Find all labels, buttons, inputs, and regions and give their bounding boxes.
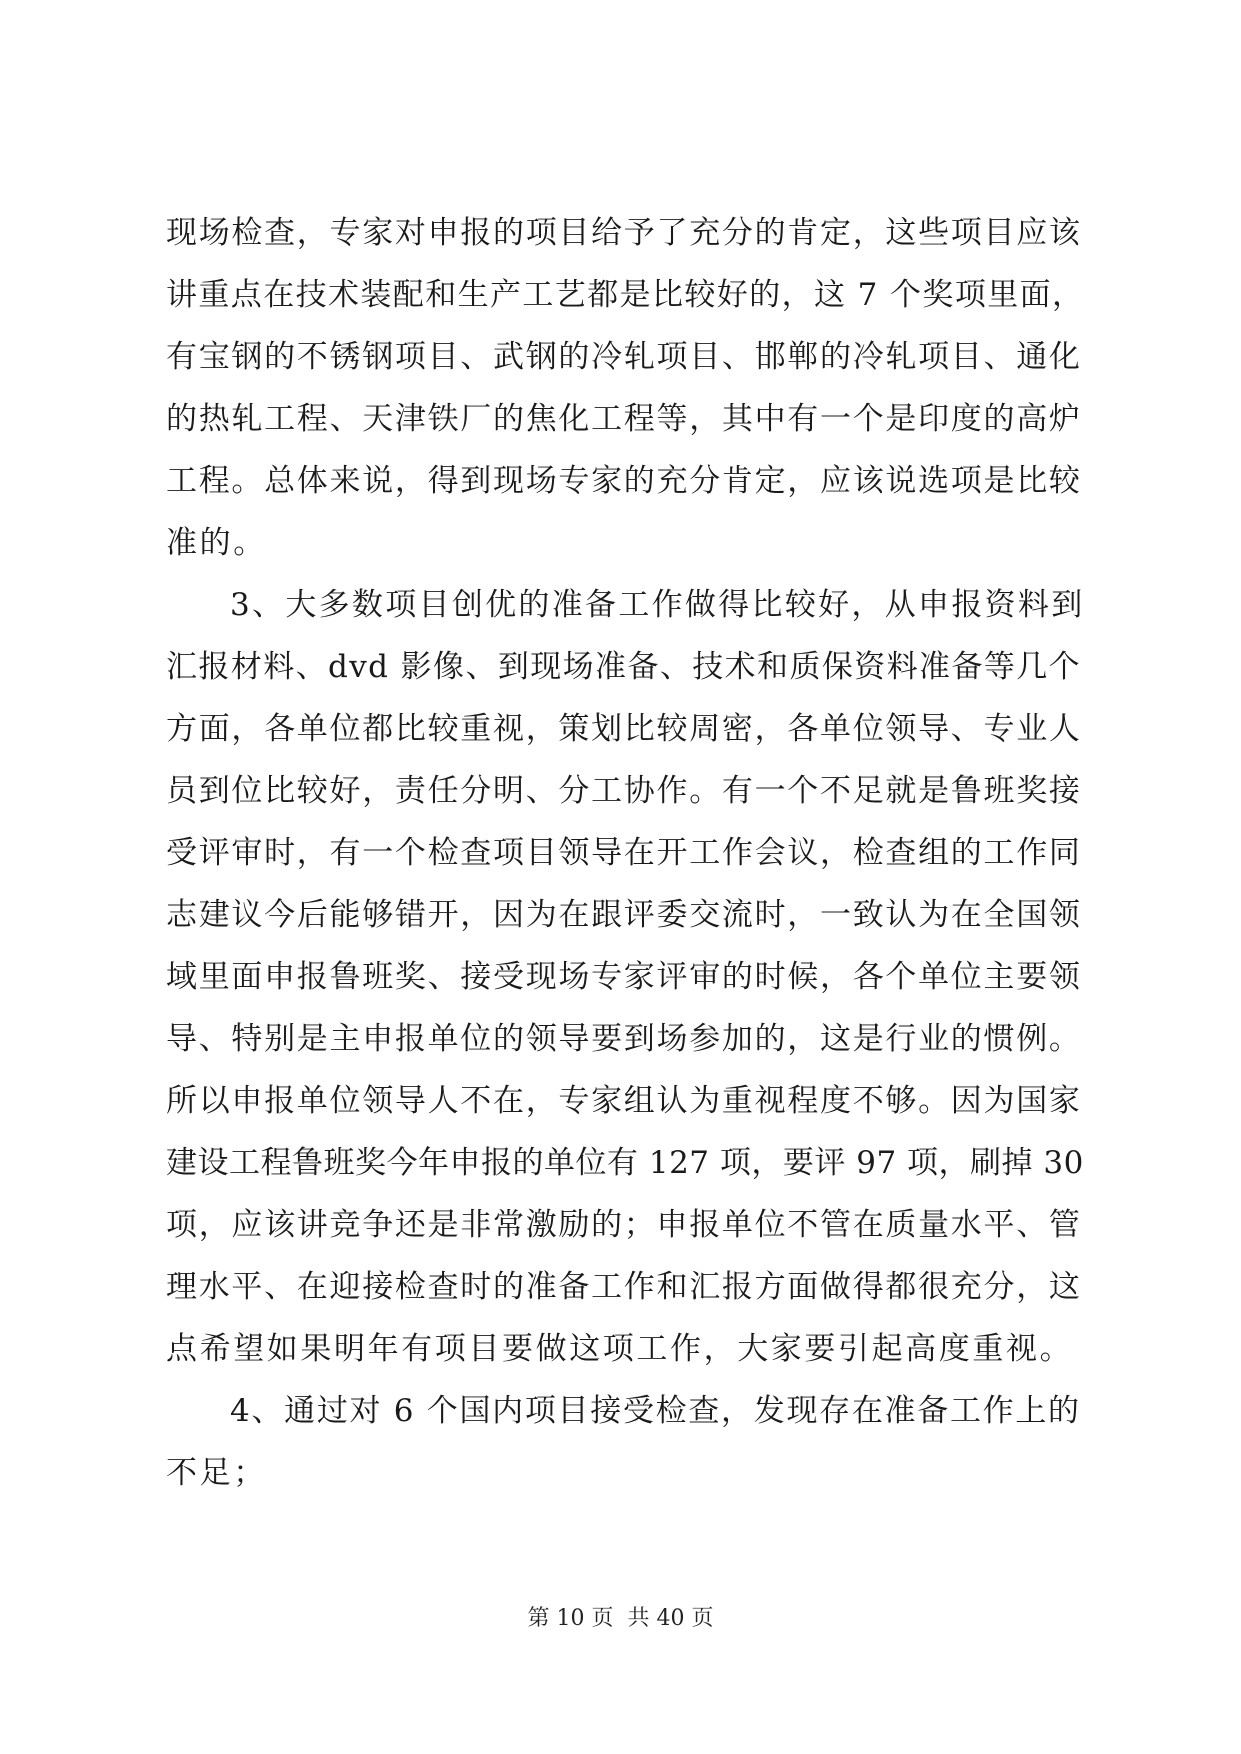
text-line: 汇报材料、dvd 影像、到现场准备、技术和质保资料准备等几个 <box>166 649 1082 685</box>
text-line: 工程。总体来说，得到现场专家的充分肯定，应该说选项是比较 <box>166 463 1082 499</box>
page-number: 第 10 页 <box>527 1606 614 1631</box>
paragraph-start-line: 4、通过对 6 个国内项目接受检查，发现存在准备工作上的 <box>230 1393 1081 1429</box>
text-line: 项，应该讲竞争还是非常激励的；申报单位不管在质量水平、管 <box>166 1207 1082 1243</box>
text-line: 不足； <box>166 1455 267 1491</box>
text-line: 受评审时，有一个检查项目领导在开工作会议，检查组的工作同 <box>166 835 1082 871</box>
document-body <box>166 202 1086 1504</box>
page-total: 共 40 页 <box>627 1606 714 1631</box>
text-line: 所以申报单位领导人不在，专家组认为重视程度不够。因为国家 <box>166 1083 1082 1119</box>
text-line: 员到位比较好，责任分明、分工协作。有一个不足就是鲁班奖接 <box>166 773 1082 809</box>
text-line: 理水平、在迎接检查时的准备工作和汇报方面做得都很充分，这 <box>166 1269 1082 1305</box>
text-line: 域里面申报鲁班奖、接受现场专家评审的时候，各个单位主要领 <box>166 959 1082 995</box>
paragraph-start-line: 3、大多数项目创优的准备工作做得比较好，从申报资料到 <box>230 587 1085 623</box>
text-line: 现场检查，专家对申报的项目给予了充分的肯定，这些项目应该 <box>166 215 1082 251</box>
text-line: 的热轧工程、天津铁厂的焦化工程等，其中有一个是印度的高炉 <box>166 401 1082 437</box>
text-line: 导、特别是主申报单位的领导要到场参加的，这是行业的惯例。 <box>166 1021 1082 1057</box>
text-line: 准的。 <box>166 525 267 561</box>
text-line: 志建议今后能够错开，因为在跟评委交流时，一致认为在全国领 <box>166 897 1082 933</box>
text-line: 讲重点在技术装配和生产工艺都是比较好的，这 7 个奖项里面， <box>166 277 1085 313</box>
text-line: 点希望如果明年有项目要做这项工作，大家要引起高度重视。 <box>166 1331 1074 1367</box>
text-line: 有宝钢的不锈钢项目、武钢的冷轧项目、邯郸的冷轧项目、通化 <box>166 339 1082 375</box>
text-line: 方面，各单位都比较重视，策划比较周密，各单位领导、专业人 <box>166 711 1082 747</box>
page-footer <box>0 1604 1241 1634</box>
text-line: 建设工程鲁班奖今年申报的单位有 127 项，要评 97 项，刷掉 30 <box>166 1145 1084 1181</box>
